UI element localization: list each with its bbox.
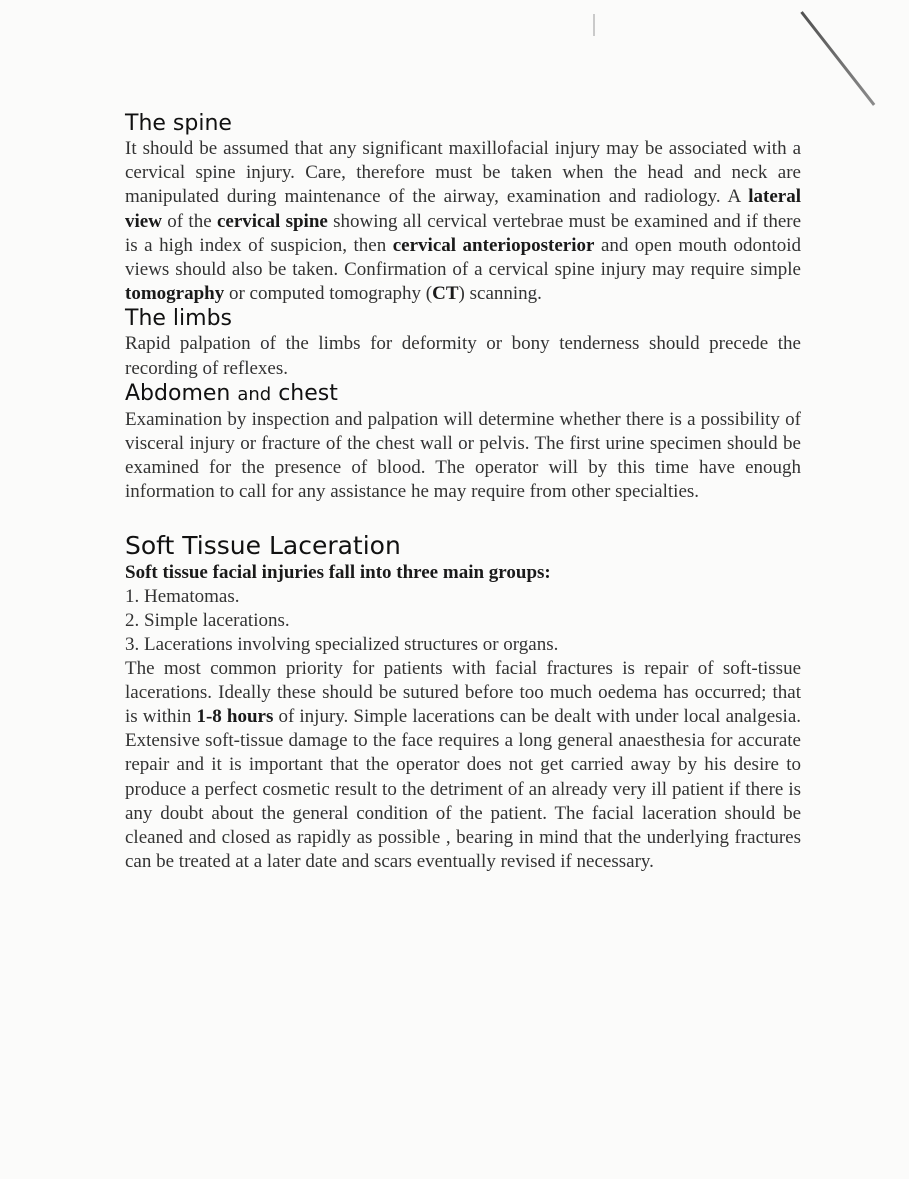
list-item: 3. Lacerations involving specialized structures or organs. bbox=[125, 633, 559, 655]
paragraph-abdomen: Examination by inspection and palpation will determine whether there is a possibility of visceral injury or fracture of the chest wall or pelvis. The first urine specimen should be examined for the presence of blood. The operator will by this time have enough information to call for any assistance he may require from other specialties. bbox=[125, 408, 801, 503]
scan-artifact-mark bbox=[800, 11, 875, 106]
text-run: and open mouth odontoid views should also be taken. Confirmation of a cervical spine injury may require simple bbox=[125, 234, 801, 281]
bold-term: 1-8 hours bbox=[196, 706, 274, 728]
heading-spine: The spine bbox=[125, 111, 232, 136]
page-content bbox=[125, 111, 801, 874]
list-item: 1. Hematomas. bbox=[125, 585, 240, 607]
text-run: of the bbox=[161, 210, 217, 232]
text-run: or computed tomography ( bbox=[224, 283, 433, 305]
heading-abdomen-chest bbox=[125, 381, 801, 408]
bold-term: tomography bbox=[125, 283, 225, 305]
scan-artifact-dot bbox=[593, 14, 595, 36]
injury-groups-list bbox=[125, 585, 801, 657]
text-run: of injury. Simple lacerations can be dealt with under local analgesia. Extensive soft-tissue damage to the face requires a long general anaesthesia for accurate repair and it is important that the operator does not get carried away by his desire to produce a perfect cosmetic result to the detriment of an already very ill patient if there is any doubt about the general condition of the patient. The facial laceration should be cleaned and closed as rapidly as possible , bearing in mind that the underlying fractures can be treated at a later date and scars eventually revised if necessary. bbox=[125, 706, 802, 873]
text-run: ) scanning. bbox=[458, 283, 542, 305]
bold-term: cervical anterioposterior bbox=[392, 234, 595, 256]
list-item: 2. Simple lacerations. bbox=[125, 609, 290, 631]
text-run: The most common priority for patients with facial fractures is repair of soft-tissue lacerations. Ideally these should be sutured before too much oedema has occurred; that is within bbox=[125, 657, 801, 728]
bold-term: lateral view bbox=[125, 186, 801, 232]
text-run: It should be assumed that any significant maxillofacial injury may be associated with a cervical spine injury. Care, therefore must be taken when the head and neck are manipulated during maintenance of the airway, examination and radiology. A bbox=[125, 138, 801, 208]
heading-limbs: The limbs bbox=[125, 306, 232, 332]
subheading-groups: Soft tissue facial injuries fall into three main groups: bbox=[125, 561, 551, 583]
paragraph-spine bbox=[125, 137, 801, 306]
heading-part: and bbox=[237, 383, 272, 405]
heading-part: Abdomen bbox=[125, 380, 238, 406]
paragraph-laceration bbox=[125, 657, 801, 875]
bold-term: CT bbox=[432, 283, 459, 305]
bold-term: cervical spine bbox=[216, 210, 328, 232]
paragraph-limbs: Rapid palpation of the limbs for deformity or bony tenderness should precede the recording of reflexes. bbox=[125, 333, 801, 379]
text-run: showing all cervical vertebrae must be examined and if there is a high index of suspicion, then bbox=[125, 210, 802, 256]
heading-part: chest bbox=[271, 380, 338, 406]
heading-soft-tissue-laceration: Soft Tissue Laceration bbox=[125, 530, 401, 560]
